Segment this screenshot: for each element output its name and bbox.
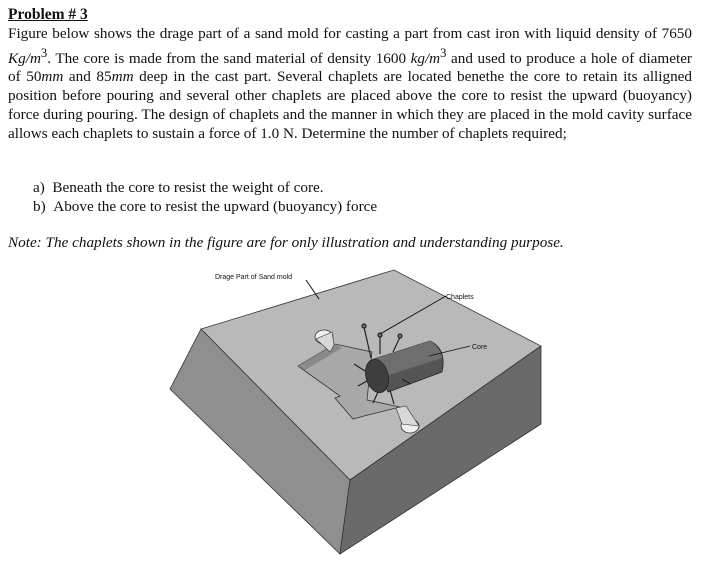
question-item-b: [33, 197, 377, 216]
problem-title: Problem # 3: [8, 6, 88, 23]
statement-text: and 85: [63, 68, 112, 86]
statement-text: and used to produce a hole of diameter of 50: [8, 49, 692, 86]
statement-text: . The core is made from the sand material of density 1600: [47, 49, 411, 67]
sand-mold-figure: [164, 266, 544, 556]
unit-kg-m: kg/m: [410, 49, 441, 67]
mold-label: Drage Part of Sand mold: [215, 274, 293, 281]
question-list: [33, 178, 377, 216]
item-marker: b): [33, 198, 46, 215]
item-marker: a): [33, 179, 45, 196]
problem-statement: [8, 25, 692, 143]
unit-mm: mm: [111, 68, 134, 86]
unit-mm: mm: [41, 68, 64, 86]
unit-exponent: 3: [40, 45, 48, 60]
item-text: Beneath the core to resist the weight of core.: [52, 179, 324, 196]
core-label: Core: [472, 344, 488, 351]
item-text: Above the core to resist the upward (buoyancy) force: [53, 198, 378, 215]
chaplet-head: [362, 324, 366, 328]
statement-text: deep in the cast part. Several chaplets are located benethe the core to retain its alligned position before pouring and several other chaplets are placed above the core to resist the upward (buoyancy) force during pouring. The design of chaplets and the manner in which they are placed in the mold cavity surface allows each chaplets to sustain a force of 1.0 N. Determine the number of chaplets required;: [8, 68, 692, 142]
mold-diagram: [164, 266, 544, 556]
chaplets-label: Chaplets: [446, 294, 474, 301]
question-item-a: [33, 178, 377, 197]
statement-text: Figure below shows the drage part of a sand mold for casting a part from cast iron with liquid density of 7650: [8, 25, 692, 42]
chaplet-head: [398, 334, 402, 338]
note-text: Note: The chaplets shown in the figure are for only illustration and understanding purpose.: [8, 234, 564, 251]
unit-exponent: 3: [440, 45, 447, 60]
unit-kg-m: Kg/m: [8, 49, 41, 67]
